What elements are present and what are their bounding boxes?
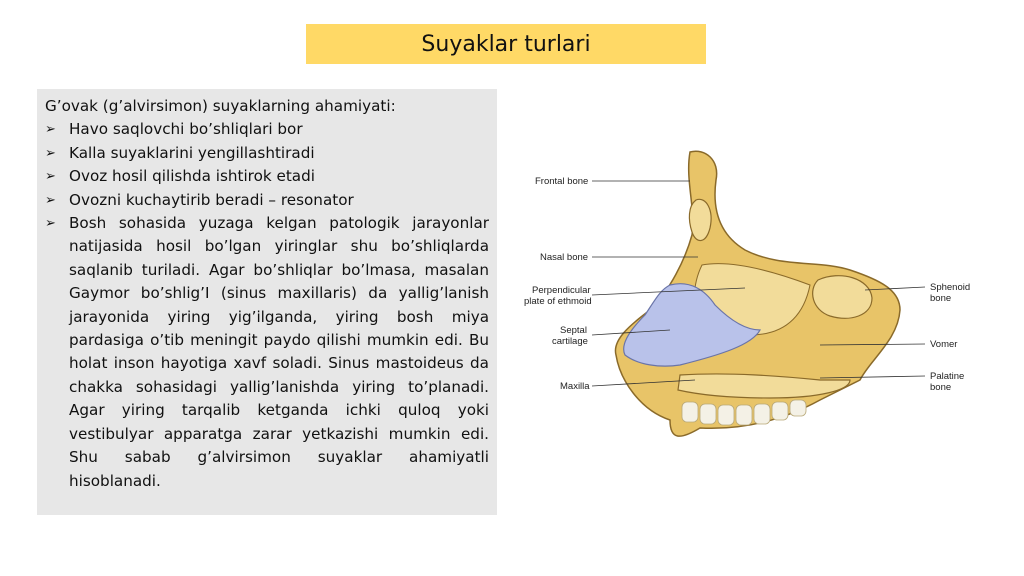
label-nasal-bone: Nasal bone (540, 252, 589, 263)
label-vomer: Vomer (930, 339, 958, 350)
list-item (45, 189, 489, 212)
label-perpendicular-1: Perpendicular (532, 285, 591, 296)
nasal-anatomy-diagram (520, 140, 980, 460)
label-septal-2: cartilage (552, 336, 588, 347)
label-palatine-2: bone (930, 382, 952, 393)
label-frontal-bone: Frontal bone (535, 176, 589, 187)
label-sphenoid-2: bone (930, 293, 952, 304)
label-maxilla: Maxilla (560, 381, 590, 392)
sphenoid-sinus-shape (813, 276, 872, 319)
slide-title (306, 24, 706, 64)
list-item-text: Ovoz hosil qilishda ishtirok etadi (69, 167, 315, 186)
list-item (45, 212, 489, 493)
arrow-bullet-icon: ➢ (45, 145, 56, 161)
intro-text: G’ovak (g’alvirsimon) suyaklarning ahamiyati: (45, 97, 396, 115)
label-sphenoid-1: Sphenoid (930, 282, 971, 293)
text-panel (37, 89, 497, 515)
list-item-text: Kalla suyaklarini yengillashtiradi (69, 143, 315, 162)
label-perpendicular-2: plate of ethmoid (524, 296, 592, 307)
list-item (45, 165, 489, 188)
bullet-list (45, 118, 489, 493)
label-palatine-1: Palatine (930, 371, 965, 382)
list-item-text: Havo saqlovchi bo’shliqlari bor (69, 120, 303, 139)
arrow-bullet-icon: ➢ (45, 192, 56, 208)
list-item (45, 142, 489, 165)
list-item (45, 118, 489, 141)
label-septal-1: Septal (560, 325, 587, 336)
list-item-text: Ovozni kuchaytirib beradi – resonator (69, 190, 354, 209)
slide-title-text: Suyaklar turlari (421, 31, 591, 57)
arrow-bullet-icon: ➢ (45, 216, 56, 232)
arrow-bullet-icon: ➢ (45, 122, 56, 138)
arrow-bullet-icon: ➢ (45, 169, 56, 185)
frontal-sinus-shape (689, 199, 711, 240)
list-item-text: Bosh sohasida yuzaga kelgan patologik jarayonlar natijasida hosil bo’lgan yiringlar shu bo’shliqlarda saqlanib turiladi. Agar bo’shliqlar bo’lmasa, masalan Gaymor bo’shlig’I (sinus maxillaris) da yallig’lanish jarayonida yiring yig’ilganda, yiring bosh miya pardasiga o’tib meningit paydo qilishi mumkin edi. Bu holat inson hayotiga xavf soladi. Sinus mastoideus da chakka sohasidagi yallig’lanishda yiring to’planadi. Agar yiring tarqalib ketganda ichki quloq yoki vestibulyar apparatga zarar yetkazishi mumkin edi. Shu sabab g’alvirsimon suyaklar ahamiyatli hisoblanadi. (69, 214, 489, 490)
